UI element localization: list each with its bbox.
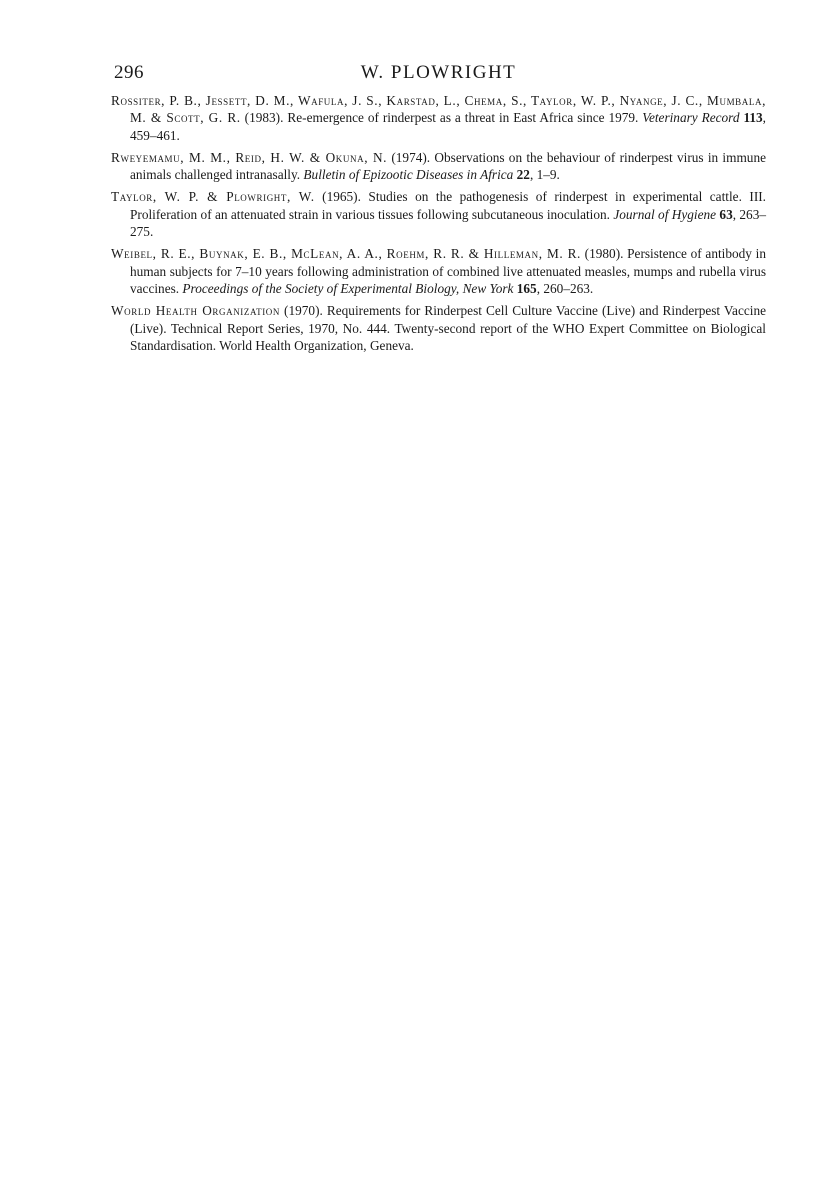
running-title: W. PLOWRIGHT — [360, 62, 517, 83]
reference-year: (1965). — [314, 189, 369, 205]
reference-year: (1980). — [580, 246, 628, 262]
reference-volume: 113 — [739, 110, 763, 126]
reference-item — [111, 149, 766, 184]
reference-journal: Bulletin of Epizootic Diseases in Africa — [303, 167, 514, 183]
reference-authors: Taylor, W. P. & Plowright, W. — [111, 189, 315, 205]
reference-authors: World Health Organization — [111, 303, 281, 319]
reference-list — [111, 92, 766, 354]
reference-volume: 63 — [716, 206, 733, 222]
reference-pages: , 459–461. — [130, 110, 766, 143]
reference-year: (1974). — [387, 149, 435, 165]
reference-pages: , 260–263. — [536, 280, 594, 296]
page-number: 296 — [114, 62, 144, 83]
reference-item — [111, 92, 766, 144]
reference-journal: Journal of Hygiene — [613, 206, 717, 222]
reference-title: Studies on the pathogenesis of rinderpest in experimental cattle. III. Proliferation of an attenuated strain in various tissues following subcutaneous inoculation. — [130, 189, 766, 222]
reference-title: Persistence of antibody in human subjects for 7–10 years following administration of combined live attenuated measles, mumps and rubella virus vaccines. — [130, 246, 766, 296]
reference-pages: , 263–275. — [130, 206, 766, 240]
reference-year: (1970). — [280, 303, 327, 319]
reference-title: Observations on the behaviour of rinderpest virus in immune animals challenged intranasally. — [130, 149, 766, 183]
reference-volume: 22 — [513, 167, 530, 183]
reference-pages: , 1–9. — [529, 167, 560, 183]
reference-title: Requirements for Rinderpest Cell Culture Vaccine (Live) and Rinderpest Vaccine (Live). Technical Report Series, 1970, No. 444. Twenty-second report of the WHO Expert Committee on Biological Standardisation. World Health Organization, Geneva. — [130, 303, 767, 353]
reference-item — [111, 188, 766, 240]
reference-authors: Rweyemamu, M. M., Reid, H. W. & Okuna, N. — [111, 149, 388, 165]
reference-authors: Rossiter, P. B., Jessett, D. M., Wafula, J. S., Karstad, L., Chema, S., Taylor, W. P., Nyange, J. C., Mumbala, M. & Scott, G. R. — [111, 93, 766, 126]
reference-journal: Veterinary Record — [642, 110, 740, 126]
reference-journal: Proceedings of the Society of Experimental Biology, New York — [182, 280, 514, 296]
page — [111, 62, 766, 359]
reference-item — [111, 302, 766, 354]
reference-volume: 165 — [513, 280, 537, 296]
running-head — [111, 62, 766, 92]
reference-item — [111, 245, 766, 297]
reference-title: Re-emergence of rinderpest as a threat in East Africa since 1979. — [287, 110, 643, 126]
reference-year: (1983). — [240, 110, 288, 126]
reference-authors: Weibel, R. E., Buynak, E. B., McLean, A. A., Roehm, R. R. & Hilleman, M. R. — [111, 246, 581, 262]
